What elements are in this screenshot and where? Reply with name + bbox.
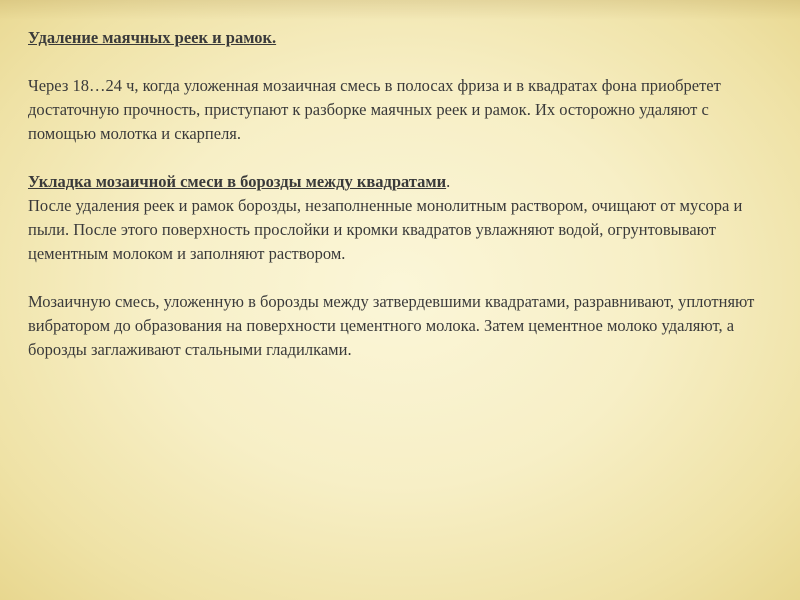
section-2-heading-suffix: . xyxy=(446,172,451,191)
spacer xyxy=(28,50,773,74)
section-1-heading: Удаление маячных реек и рамок. xyxy=(28,28,277,47)
section-2-heading-line xyxy=(28,170,773,194)
slide-content xyxy=(28,26,773,362)
spacer xyxy=(28,266,773,290)
top-shadow xyxy=(0,0,800,20)
section-2-heading: Укладка мозаичной смеси в борозды между квадратами xyxy=(28,172,447,191)
spacer xyxy=(28,146,773,170)
section-2-text: После удаления реек и рамок борозды, незаполненные монолитным раствором, очищают от мусора и пыли. После этого поверхность прослойки и кромки квадратов увлажняют водой, огрунтовывают цементным молоком и заполняют раствором. xyxy=(28,196,743,263)
section-3-text: Мозаичную смесь, уложенную в борозды между затвердевшими квадратами, разравнивают, уплотняют вибратором до образования на поверхности цементного молока. Затем цементное молоко удаляют, а борозды заглаживают стальными гладилками. xyxy=(28,292,755,359)
section-1-text: Через 18…24 ч, когда уложенная мозаичная смесь в полосах фриза и в квадратах фона приобретет достаточную прочность, приступают к разборке маячных реек и рамок. Их осторожно удаляют с помощью молотка и скарпеля. xyxy=(28,76,721,143)
section-1-heading-line xyxy=(28,26,773,50)
